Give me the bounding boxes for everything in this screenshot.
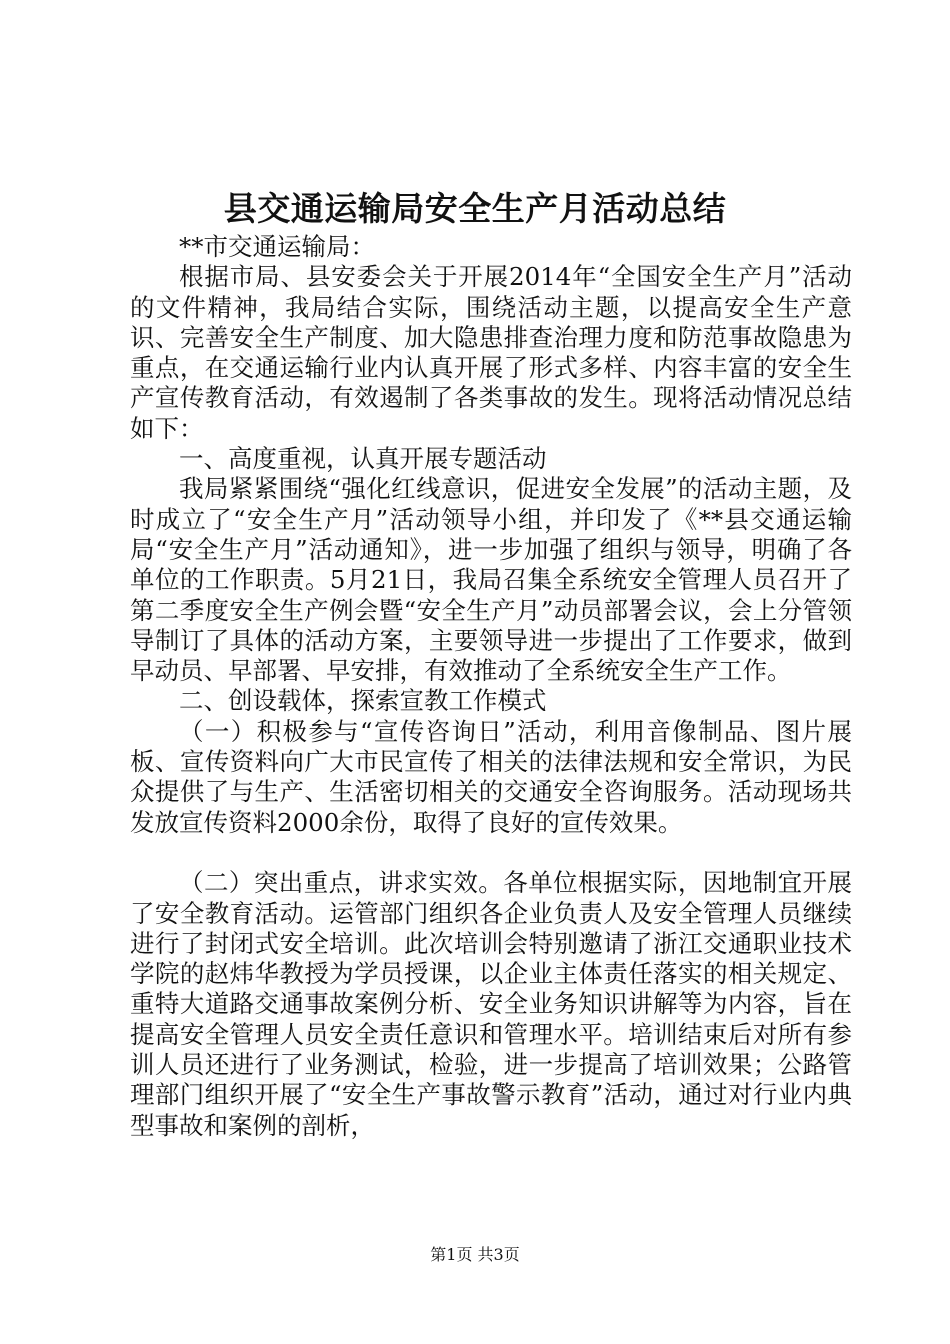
salutation: **市交通运输局： bbox=[179, 232, 375, 261]
section-2-item-1: （一）积极参与“宣传咨询日”活动，利用音像制品、图片展板、宣传资料向广大市民宣传了相关的法律法规和安全常识，为民众提供了与生产、生活密切相关的交通安全咨询服务。活动现场共发放宣传资料2000余份，取得了良好的宣传效果。 bbox=[130, 716, 852, 837]
section-2-item-2: （二）突出重点，讲求实效。各单位根据实际，因地制宜开展了安全教育活动。运管部门组织各企业负责人及安全管理人员继续进行了封闭式安全培训。此次培训会特别邀请了浙江交通职业技术学院的赵炜华教授为学员授课，以企业主体责任落实的相关规定、重特大道路交通事故案例分析、安全业务知识讲解等为内容，旨在提高安全管理人员安全责任意识和管理水平。培训结束后对所有参训人员还进行了业务测试，检验，进一步提高了培训效果；公路管理部门组织开展了“安全生产事故警示教育”活动，通过对行业内典型事故和案例的剖析， bbox=[130, 868, 852, 1140]
section-1-paragraph: 我局紧紧围绕“强化红线意识，促进安全发展”的活动主题，及时成立了“安全生产月”活动领导小组，并印发了《**县交通运输局“安全生产月”活动通知》，进一步加强了组织与领导，明确了各单位的工作职责。5月21日，我局召集全系统安全管理人员召开了第二季度安全生产例会暨“安全生产月”动员部署会议，会上分管领导制订了具体的活动方案，主要领导进一步提出了工作要求，做到早动员、早部署、早安排，有效推动了全系统安全生产工作。 bbox=[130, 474, 852, 686]
page-number: 第1页 共3页 bbox=[430, 1245, 520, 1264]
section-heading-1: 一、高度重视，认真开展专题活动 bbox=[179, 444, 547, 474]
document-title: 县交通运输局安全生产月活动总结 bbox=[223, 189, 727, 228]
document-body bbox=[130, 232, 852, 1141]
section-heading-2: 二、创设载体，探索宣教工作模式 bbox=[179, 686, 547, 716]
intro-paragraph: 根据市局、县安委会关于开展2014年“全国安全生产月”活动的文件精神，我局结合实际，围绕活动主题，以提高安全生产意识、完善安全生产制度、加大隐患排查治理力度和防范事故隐患为重点，在交通运输行业内认真开展了形式多样、内容丰富的安全生产宣传教育活动，有效遏制了各类事故的发生。现将活动情况总结如下： bbox=[130, 262, 852, 443]
